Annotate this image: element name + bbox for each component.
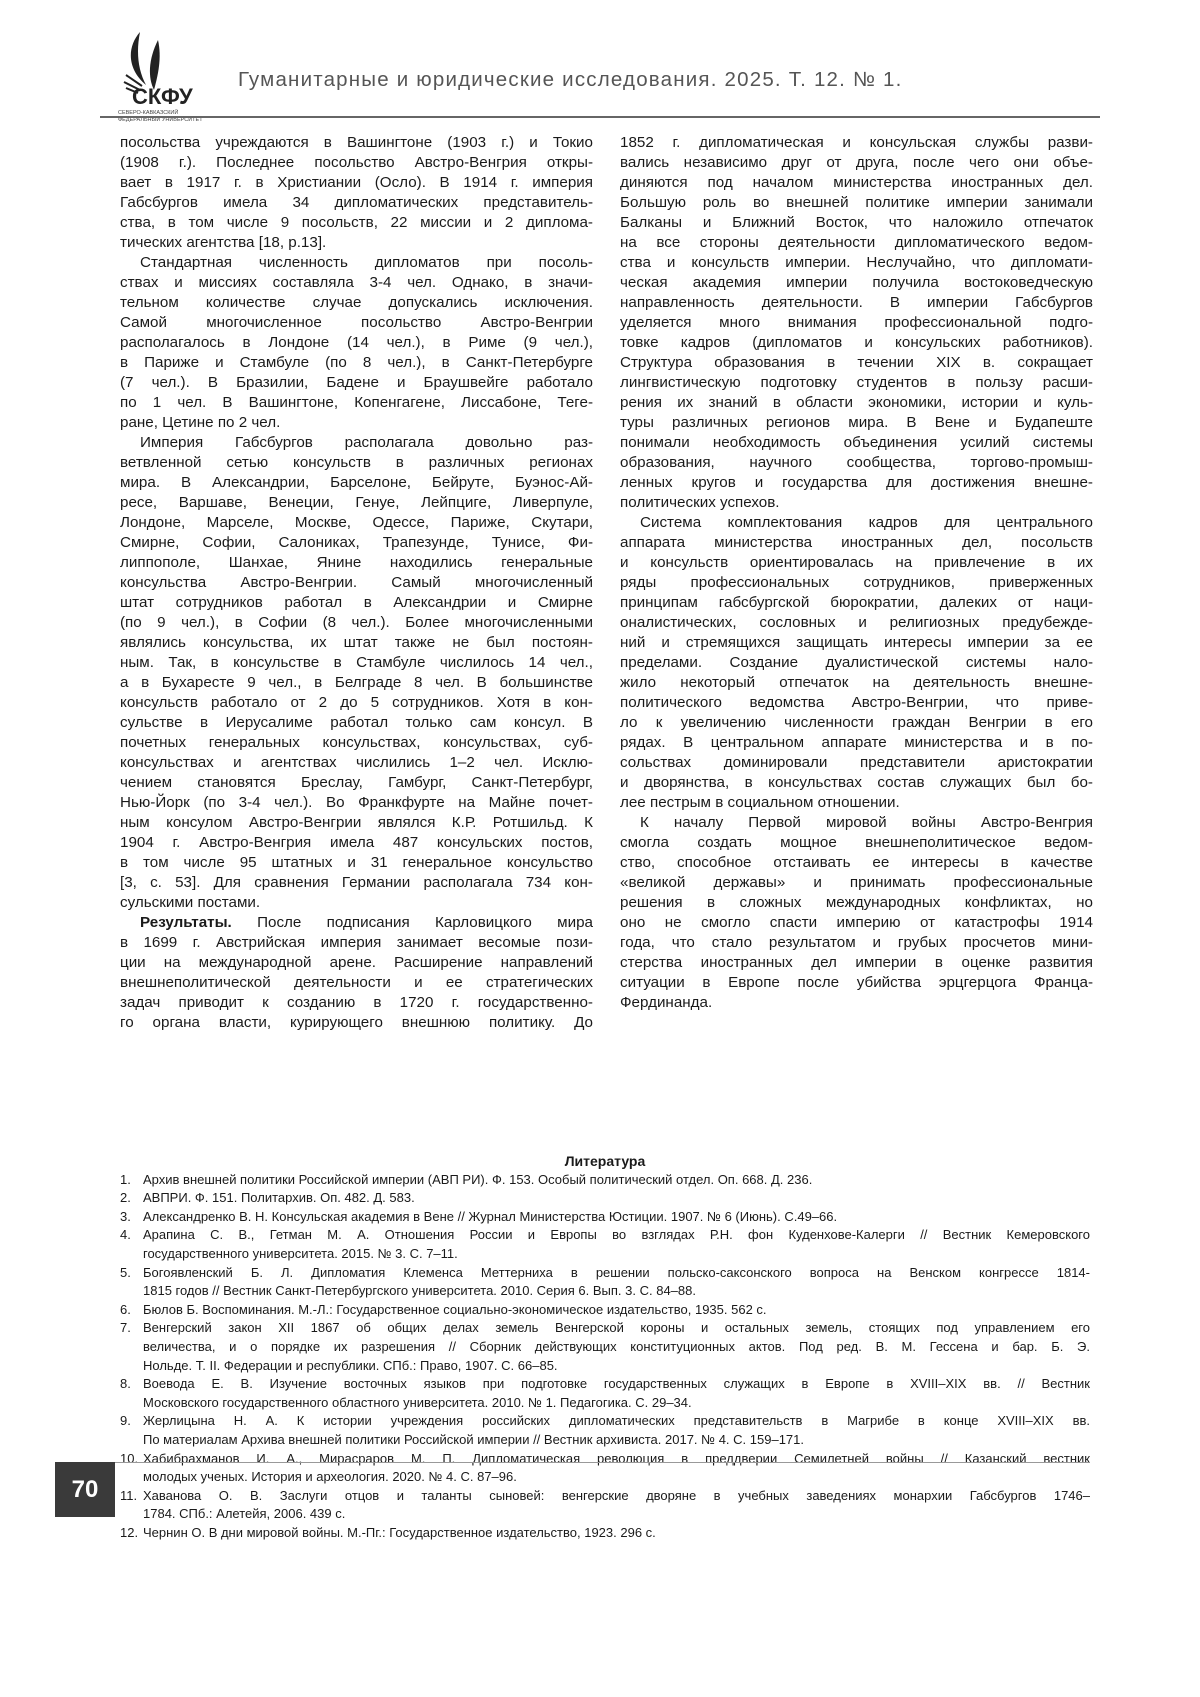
text-line: располагалось в Лондоне (14 чел.), в Риме (9 чел.),	[120, 333, 593, 353]
reference-text	[143, 1412, 1090, 1449]
reference-line: Хабибрахманов И. А., Мирасраров М. П. Дипломатическая революция в преддверии Семилетней войны // Казанский вестник	[143, 1450, 1090, 1469]
text-line: задач приводит к созданию в 1720 г. государственно-	[120, 993, 593, 1013]
reference-line: АВПРИ. Ф. 151. Политархив. Оп. 482. Д. 583.	[143, 1189, 1090, 1208]
text-line: ряды профессиональных сотрудников, приверженных	[620, 573, 1093, 593]
reference-line: Чернин О. В дни мировой войны. М.-Пг.: Государственное издательство, 1923. 296 с.	[143, 1524, 1090, 1543]
text-line: политического ведомства Австро-Венгрии, что приве-	[620, 693, 1093, 713]
footer-divider	[115, 1462, 1090, 1463]
reference-number: 7.	[120, 1319, 143, 1375]
text-line: уделяется много внимания профессиональной подго-	[620, 313, 1093, 333]
reference-item	[120, 1208, 1090, 1227]
wing-logo-icon	[118, 30, 238, 125]
text-column-right	[620, 133, 1093, 1013]
text-line: ране, Цетине по 2 чел.	[120, 413, 593, 433]
text-line: и консульств ориентировалась на привлечение в их	[620, 553, 1093, 573]
text-line: года, что стало результатом и грубых просчетов мини-	[620, 933, 1093, 953]
reference-line: Московского государственного областного университета. 2010. № 1. Педагогика. С. 29–34.	[143, 1394, 1090, 1413]
reference-number: 9.	[120, 1412, 143, 1449]
page-number: 70	[55, 1462, 115, 1517]
reference-text	[143, 1319, 1090, 1375]
svg-text:ФЕДЕРАЛЬНЫЙ УНИВЕРСИТЕТ: ФЕДЕРАЛЬНЫЙ УНИВЕРСИТЕТ	[118, 115, 203, 123]
references-title: Литература	[120, 1152, 1090, 1171]
text-line: Большую роль во внешней политике империи занимали	[620, 193, 1093, 213]
paragraph	[120, 253, 593, 433]
reference-item	[120, 1450, 1090, 1487]
reference-line: Воевода Е. В. Изучение восточных языков при подготовке государственных служащих в Европе в XVIII–XIX вв. // Вестник	[143, 1375, 1090, 1394]
text-line: внешнеполитической деятельности и ее стратегических	[120, 973, 593, 993]
text-line: штат сотрудников работал в Александрии и Смирне	[120, 593, 593, 613]
reference-number: 11.	[120, 1487, 143, 1524]
text-line: консульствах и агентствах числились 1–2 чел. Исклю-	[120, 753, 593, 773]
paragraph	[120, 913, 593, 1033]
reference-line: По материалам Архива внешней политики Российской империи // Вестник архивиста. 2017. № 4. С. 159–171.	[143, 1431, 1090, 1450]
reference-number: 8.	[120, 1375, 143, 1412]
reference-item	[120, 1301, 1090, 1320]
text-line: ствах и миссиях составляла 3-4 чел. Однако, в значи-	[120, 273, 593, 293]
reference-number: 1.	[120, 1171, 143, 1190]
text-line: ства, в том числе 9 посольств, 22 миссии и 2 диплома-	[120, 213, 593, 233]
reference-item	[120, 1226, 1090, 1263]
text-line: ции на международной арене. Расширение направлений	[120, 953, 593, 973]
text-line: почетных генеральных консульствах, консульствах, суб-	[120, 733, 593, 753]
reference-text	[143, 1208, 1090, 1227]
text-line: консульства Австро-Венгрии. Самый многочисленный	[120, 573, 593, 593]
reference-line: Бюлов Б. Воспоминания. М.-Л.: Государственное социально-экономическое издательство, 1935. 562 с.	[143, 1301, 1090, 1320]
text-line: сольствах доминировали представители аристократии	[620, 753, 1093, 773]
reference-line: величества, и о порядке их разрешения // Сборник действующих конституционных актов. Под ред. В. М. Гессена и бар. Б. Э.	[143, 1338, 1090, 1357]
reference-line: Хаванова О. В. Заслуги отцов и таланты сыновей: венгерские дворяне в учебных заведениях монархии Габсбургов 1746–	[143, 1487, 1090, 1506]
svg-text:СКФУ: СКФУ	[132, 84, 193, 109]
text-line: оно не смогло спасти империю от катастрофы 1914	[620, 913, 1093, 933]
text-line: ства и консульств империи. Неслучайно, что дипломати-	[620, 253, 1093, 273]
paragraph	[120, 133, 593, 253]
reference-text	[143, 1524, 1090, 1543]
text-line: вает в 1917 г. в Христиании (Осло). В 1914 г. империя	[120, 173, 593, 193]
text-line: ресе, Варшаве, Венеции, Генуе, Лейпциге, Ливерпуле,	[120, 493, 593, 513]
reference-line: Нольде. Т. II. Федерации и республики. СПб.: Право, 1907. С. 66–85.	[143, 1357, 1090, 1376]
text-column-left	[120, 133, 593, 1033]
reference-line: государственного университета. 2015. № 3. С. 7–11.	[143, 1245, 1090, 1264]
text-line: ленных кругов и государства для достижения внешне-	[620, 473, 1093, 493]
text-line	[120, 913, 593, 933]
paragraph	[620, 813, 1093, 1013]
paragraph	[120, 433, 593, 913]
reference-text	[143, 1450, 1090, 1487]
text-line: (по 9 чел.), в Софии (8 чел.). Более многочисленными	[120, 613, 593, 633]
text-line: ветвленной сетью консульств в различных регионах	[120, 453, 593, 473]
text-line: в том числе 95 штатных и 31 генеральное консульство	[120, 853, 593, 873]
text-line: Стандартная численность дипломатов при посоль-	[120, 253, 593, 273]
reference-line: Жерлицына Н. А. К истории учреждения российских дипломатических представительств в Магрибе в конце XVIII–XIX вв.	[143, 1412, 1090, 1431]
reference-line: Арапина С. В., Гетман М. А. Отношения России и Европы во взглядах Р.Н. фон Куденхове-Калерги // Вестник Кемеровского	[143, 1226, 1090, 1245]
reference-number: 10.	[120, 1450, 143, 1487]
text-line: Габсбургов имела 34 дипломатических представитель-	[120, 193, 593, 213]
text-line: смогла создать мощное внешнеполитическое ведом-	[620, 833, 1093, 853]
text-line: чением становятся Бреслау, Гамбург, Санкт-Петербург,	[120, 773, 593, 793]
text-line: К началу Первой мировой войны Австро-Венгрия	[620, 813, 1093, 833]
reference-line: Александренко В. Н. Консульская академия в Вене // Журнал Министерства Юстиции. 1907. № 6 (Июнь). С.49–66.	[143, 1208, 1090, 1227]
text-line: принципам габсбургской бюрократии, далеких от наци-	[620, 593, 1093, 613]
text-line: Система комплектования кадров для центрального	[620, 513, 1093, 533]
reference-item	[120, 1487, 1090, 1524]
reference-number: 5.	[120, 1264, 143, 1301]
text-line: 1852 г. дипломатическая и консульская службы разви-	[620, 133, 1093, 153]
text-line: посольства учреждаются в Вашингтоне (1903 г.) и Токио	[120, 133, 593, 153]
text-line: сульскими постами.	[120, 893, 593, 913]
svg-text:СЕВЕРО-КАВКАЗСКИЙ: СЕВЕРО-КАВКАЗСКИЙ	[118, 108, 178, 116]
reference-line: 1815 годов // Вестник Санкт-Петербургского университета. 2010. Серия 6. Вып. 3. С. 84–88.	[143, 1282, 1090, 1301]
text-line: направленность деятельности. В империи Габсбургов	[620, 293, 1093, 313]
text-line: вались независимо друг от друга, после чего они объе-	[620, 153, 1093, 173]
text-line: консульств работало от 2 до 5 сотрудников. Хотя в кон-	[120, 693, 593, 713]
header-divider	[100, 116, 1100, 118]
reference-item	[120, 1264, 1090, 1301]
text-line: аппарата министерства иностранных дел, посольств	[620, 533, 1093, 553]
reference-text	[143, 1171, 1090, 1190]
text-line: Империя Габсбургов располагала довольно раз-	[120, 433, 593, 453]
references-list	[120, 1171, 1090, 1543]
text-line: ным консулом Австро-Венгрии являлся К.Р. Ротшильд. К	[120, 813, 593, 833]
reference-line: Богоявленский Б. Л. Дипломатия Клеменса Меттерниха в решении польско-саксонского вопроса на Венском конгрессе 1814-	[143, 1264, 1090, 1283]
text-line: ло к увеличению численности граждан Венгрии в его	[620, 713, 1093, 733]
text-line: в 1699 г. Австрийская империя занимает весомые пози-	[120, 933, 593, 953]
text-line: решения в сложных международных конфликтах, но	[620, 893, 1093, 913]
text-line: ным. Так, в консульстве в Стамбуле числилось 14 чел.,	[120, 653, 593, 673]
reference-text	[143, 1301, 1090, 1320]
text-line: рядах. В центральном аппарате министерства и в по-	[620, 733, 1093, 753]
text-line: жило некоторый отпечаток на деятельность внешне-	[620, 673, 1093, 693]
text-line: 1904 г. Австро-Венгрия имела 487 консульских постов,	[120, 833, 593, 853]
reference-text	[143, 1487, 1090, 1524]
reference-number: 2.	[120, 1189, 143, 1208]
text-line: Самой многочисленное посольство Австро-Венгрии	[120, 313, 593, 333]
text-line: тических агентства [18, p.13].	[120, 233, 593, 253]
text-line: ситуации в Европе после убийства эрцгерцога Франца-	[620, 973, 1093, 993]
text-line: «великой державы» и принимать профессиональные	[620, 873, 1093, 893]
text-line: туры различных регионов мира. В Вене и Будапеште	[620, 413, 1093, 433]
reference-item	[120, 1375, 1090, 1412]
reference-item	[120, 1171, 1090, 1190]
text-line: на все стороны деятельности дипломатического ведом-	[620, 233, 1093, 253]
text-line: сульстве в Иерусалиме работал только сам консул. В	[120, 713, 593, 733]
text-line: Смирне, Софии, Салониках, Трапезунде, Тунисе, Фи-	[120, 533, 593, 553]
text-line: являлись консульства, их штат также не был постоян-	[120, 633, 593, 653]
university-logo	[118, 30, 238, 125]
text-line: Структура образования в течении XIX в. сокращает	[620, 353, 1093, 373]
reference-line: Архив внешней политики Российской империи (АВП РИ). Ф. 153. Особый политический отдел. Оп. 668. Д. 236.	[143, 1171, 1090, 1190]
text-line: Лондоне, Марселе, Москве, Одессе, Париже, Скутари,	[120, 513, 593, 533]
text-line: в Париже и Стамбуле (по 8 чел.), в Санкт-Петербурге	[120, 353, 593, 373]
text-line: диняются под началом министерства иностранных дел.	[620, 173, 1093, 193]
text-line: Нью-Йорк (по 3-4 чел.). Во Франкфурте на Майне почет-	[120, 793, 593, 813]
text-line-rest: После подписания Карловицкого мира	[232, 914, 593, 931]
text-line: (7 чел.). В Бразилии, Бадене и Браушвейге работало	[120, 373, 593, 393]
text-line: Балканы и Ближний Восток, что наложило отпечаток	[620, 213, 1093, 233]
reference-text	[143, 1264, 1090, 1301]
reference-item	[120, 1319, 1090, 1375]
text-line: лингвистическую подготовку студентов в пользу расши-	[620, 373, 1093, 393]
reference-line: Венгерский закон XII 1867 об общих делах земель Венгерской короны и остальных земель, стоящих под управлением его	[143, 1319, 1090, 1338]
text-line: ство, способное отстаивать ее интересы в качестве	[620, 853, 1093, 873]
text-line: Фердинанда.	[620, 993, 1093, 1013]
reference-number: 6.	[120, 1301, 143, 1320]
paragraph	[620, 513, 1093, 813]
reference-text	[143, 1189, 1090, 1208]
paragraph	[620, 133, 1093, 513]
reference-text	[143, 1226, 1090, 1263]
text-line: мира. В Александрии, Барселоне, Бейруте, Буэнос-Ай-	[120, 473, 593, 493]
references-section	[120, 1152, 1090, 1542]
text-line: тельном количестве случае допускались исключения.	[120, 293, 593, 313]
text-line: ний и стремящихся защищать интересы империи за ее	[620, 633, 1093, 653]
text-line: товке кадров (дипломатов и консульских работников).	[620, 333, 1093, 353]
text-line: пределами. Создание дуалистической системы нало-	[620, 653, 1093, 673]
reference-number: 4.	[120, 1226, 143, 1263]
text-line: понимали необходимость объединения усилий системы	[620, 433, 1093, 453]
text-line: ческая академия империи получила востоковедческую	[620, 273, 1093, 293]
reference-line: 1784. СПб.: Алетейя, 2006. 439 с.	[143, 1505, 1090, 1524]
reference-item	[120, 1189, 1090, 1208]
reference-line: молодых ученых. История и археология. 2020. № 4. С. 87–96.	[143, 1468, 1090, 1487]
section-heading: Результаты.	[140, 914, 232, 931]
text-line: рения их знаний в области экономики, истории и куль-	[620, 393, 1093, 413]
text-line: го органа власти, курирующего внешнюю политику. До	[120, 1013, 593, 1033]
text-line: а в Бухаресте 9 чел., в Белграде 8 чел. В большинстве	[120, 673, 593, 693]
journal-title: Гуманитарные и юридические исследования. 2025. Т. 12. № 1.	[238, 68, 903, 92]
text-line: и дворянства, в консульствах состав служащих был бо-	[620, 773, 1093, 793]
text-line: образования, научного сообщества, торгово-промыш-	[620, 453, 1093, 473]
text-line: оналистических, сословных и религиозных предубежде-	[620, 613, 1093, 633]
reference-item	[120, 1412, 1090, 1449]
reference-number: 12.	[120, 1524, 143, 1543]
text-line: (1908 г.). Последнее посольство Австро-Венгрия откры-	[120, 153, 593, 173]
text-line: липпополе, Шанхае, Янине находились генеральные	[120, 553, 593, 573]
reference-item	[120, 1524, 1090, 1543]
reference-text	[143, 1375, 1090, 1412]
reference-number: 3.	[120, 1208, 143, 1227]
text-line: политических успехов.	[620, 493, 1093, 513]
text-line: [3, с. 53]. Для сравнения Германии располагала 734 кон-	[120, 873, 593, 893]
text-line: стерства иностранных дел империи в оценке развития	[620, 953, 1093, 973]
text-line: по 1 чел. В Вашингтоне, Копенгагене, Лиссабоне, Теге-	[120, 393, 593, 413]
text-line: лее пестрым в социальном отношении.	[620, 793, 1093, 813]
